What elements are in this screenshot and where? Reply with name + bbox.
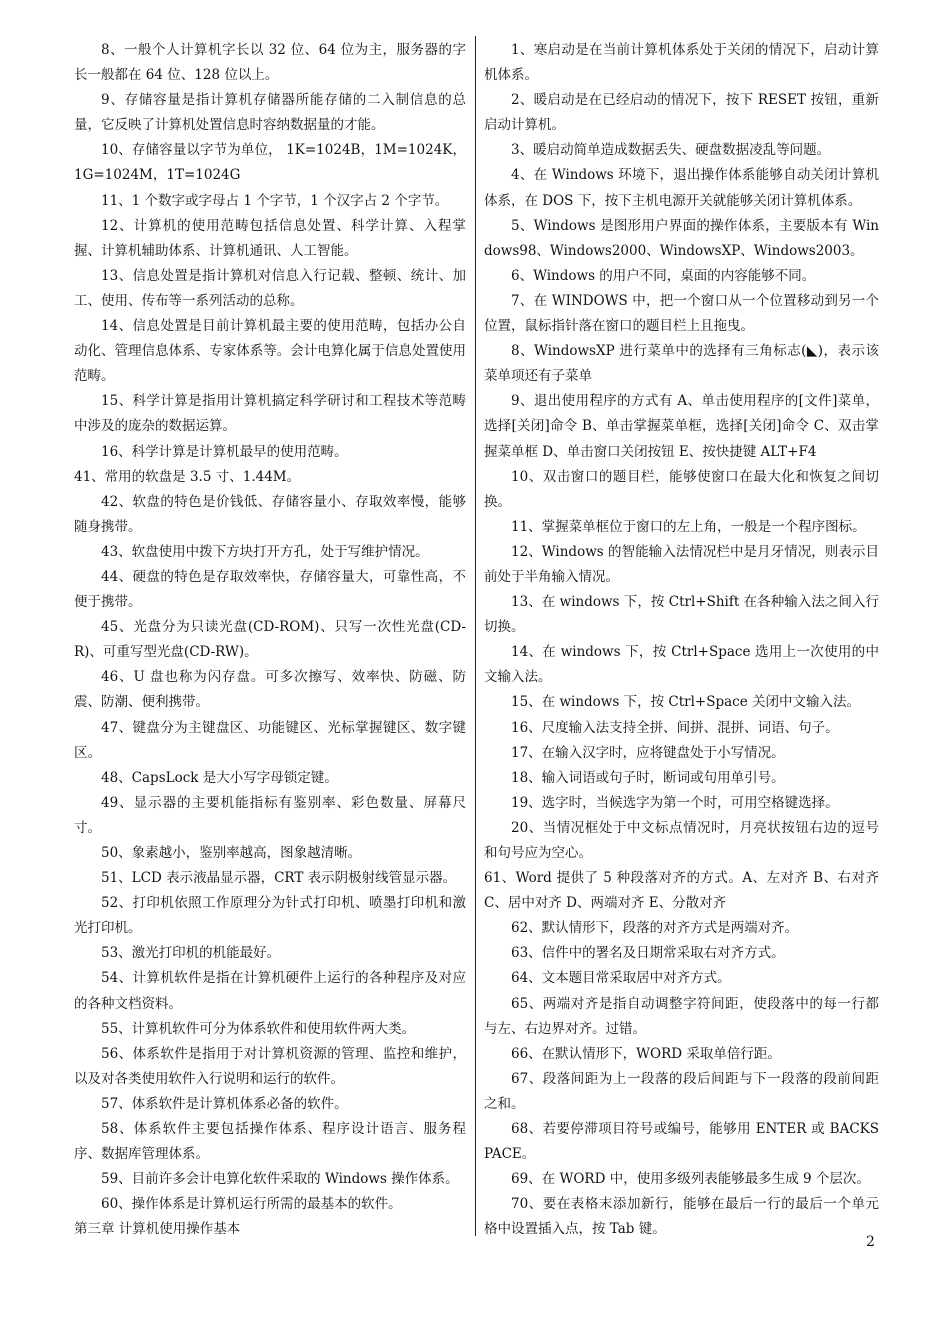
paragraph: 43、软盘使用中拨下方块打开方孔，处于写维护情况。 bbox=[101, 543, 429, 560]
paragraph: 15、在 windows 下，按 Ctrl+Space 关闭中文输入法。 bbox=[511, 694, 860, 711]
paragraph: 47、键盘分为主键盘区、功能键区、光标掌握键区、数字键区。 bbox=[74, 719, 466, 761]
paragraph: 53、激光打印机的机能最好。 bbox=[101, 945, 281, 962]
right-column bbox=[484, 38, 879, 1243]
paragraph: 66、在默认情形下，WORD 采取单倍行距。 bbox=[511, 1045, 781, 1062]
paragraph: 69、在 WORD 中，使用多级列表能够最多生成 9 个层次。 bbox=[511, 1171, 870, 1188]
paragraph: 3、暖启动简单造成数据丢失、硬盘数据凌乱等问题。 bbox=[511, 142, 831, 159]
paragraph: 64、文本题目常采取居中对齐方式。 bbox=[511, 970, 731, 987]
column-divider bbox=[475, 36, 476, 1236]
paragraph: 46、U 盘也称为闪存盘。可多次擦写、效率快、防磁、防震、防潮、便利携带。 bbox=[74, 669, 466, 711]
paragraph: 第三章 计算机使用操作基本 bbox=[74, 1221, 241, 1238]
paragraph: 2、暖启动是在已经启动的情况下，按下 RESET 按钮，重新启动计算机。 bbox=[484, 92, 879, 134]
paragraph: 9、存储容量是指计算机存储器所能存储的二入制信息的总量，它反映了计算机处置信息时容纳数据量的才能。 bbox=[74, 92, 466, 134]
paragraph: 60、操作体系是计算机运行所需的最基本的软件。 bbox=[101, 1196, 402, 1213]
page-number: 2 bbox=[866, 1234, 875, 1250]
paragraph: 4、在 Windows 环境下，退出操作体系能够自动关闭计算机体系，在 DOS 下，按下主机电源开关就能够关闭计算机体系。 bbox=[484, 167, 879, 209]
paragraph: 16、尺度输入法支持全拼、间拼、混拼、词语、句子。 bbox=[511, 719, 839, 736]
paragraph: 5、Windows 是图形用户界面的操作体系，主要版本有 Windows98、Windows2000、WindowsXP、Windows2003。 bbox=[484, 217, 879, 259]
paragraph: 13、在 windows 下，按 Ctrl+Shift 在各种输入法之间入行切换。 bbox=[484, 594, 879, 636]
paragraph: 6、Windows 的用户不同，桌面的内容能够不同。 bbox=[511, 267, 816, 284]
paragraph: 9、退出使用程序的方式有 A、单击使用程序的[文件]菜单，选择[关闭]命令 B、单击掌握菜单框，选择[关闭]命令 C、双击掌握菜单框 D、单击窗口关闭按钮 E、按快捷键 ALT+F4 bbox=[484, 393, 879, 460]
paragraph: 61、Word 提供了 5 种段落对齐的方式。A、左对齐 B、右对齐 C、居中对齐 D、两端对齐 E、分散对齐 bbox=[484, 870, 879, 912]
paragraph: 54、计算机软件是指在计算机硬件上运行的各种程序及对应的各种文档资料。 bbox=[74, 970, 466, 1012]
paragraph: 59、目前许多会计电算化软件采取的 Windows 操作体系。 bbox=[101, 1171, 459, 1188]
paragraph: 19、选字时，当候选字为第一个时，可用空格键选择。 bbox=[511, 794, 839, 811]
paragraph: 12、计算机的使用范畴包括信息处置、科学计算、入程掌握、计算机辅助体系、计算机通讯、人工智能。 bbox=[74, 217, 466, 259]
paragraph: 15、科学计算是指用计算机搞定科学研讨和工程技术等范畴中涉及的庞杂的数据运算。 bbox=[74, 393, 466, 435]
paragraph: 65、两端对齐是指自动调整字符间距，使段落中的每一行都与左、右边界对齐。过错。 bbox=[484, 995, 879, 1037]
paragraph: 11、1 个数字或字母占 1 个字节，1 个汉字占 2 个字节。 bbox=[101, 192, 449, 209]
paragraph: 51、LCD 表示液晶显示器，CRT 表示阴极射线管显示器。 bbox=[101, 870, 457, 887]
paragraph: 7、在 WINDOWS 中，把一个窗口从一个位置移动到另一个位置，鼠标指针落在窗口的题目栏上且拖曳。 bbox=[484, 292, 879, 335]
paragraph: 55、计算机软件可分为体系软件和使用软件两大类。 bbox=[101, 1020, 416, 1037]
paragraph: 42、软盘的特色是价钱低、存储容量小、存取效率慢，能够随身携带。 bbox=[74, 493, 466, 535]
paragraph: 10、双击窗口的题目栏，能够使窗口在最大化和恢复之间切换。 bbox=[484, 468, 879, 510]
paragraph: 50、象素越小，鉴别率越高，图象越清晰。 bbox=[101, 845, 362, 861]
left-column bbox=[74, 38, 466, 1243]
paragraph: 18、输入词语或句子时，断词或句用单引号。 bbox=[511, 769, 785, 786]
paragraph: 8、一般个人计算机字长以 32 位、64 位为主，服务器的字长一般都在 64 位、128 位以上。 bbox=[74, 42, 466, 84]
paragraph: 67、段落间距为上一段落的段后间距与下一段落的段前间距之和。 bbox=[484, 1070, 879, 1112]
paragraph: 14、在 windows 下，按 Ctrl+Space 选用上一次使用的中文输入法。 bbox=[484, 644, 879, 686]
paragraph: 13、信息处置是指计算机对信息入行记载、整顿、统计、加工、使用、传布等一系列活动的总称。 bbox=[74, 267, 466, 309]
paragraph: 45、光盘分为只读光盘(CD-ROM)、只写一次性光盘(CD-R)、可重写型光盘(CD-RW)。 bbox=[74, 619, 466, 661]
paragraph: 1、寒启动是在当前计算机体系处于关闭的情况下，启动计算机体系。 bbox=[484, 42, 879, 84]
paragraph: 57、体系软件是计算机体系必备的软件。 bbox=[101, 1095, 348, 1112]
paragraph: 56、体系软件是指用于对计算机资源的管理、监控和维护，以及对各类使用软件入行说明和运行的软件。 bbox=[74, 1045, 466, 1087]
paragraph: 48、CapsLock 是大小写字母锁定键。 bbox=[101, 769, 338, 786]
paragraph: 62、默认情形下，段落的对齐方式是两端对齐。 bbox=[511, 920, 799, 937]
paragraph: 70、要在表格末添加新行，能够在最后一行的最后一个单元格中设置插入点，按 Tab 键。 bbox=[484, 1196, 879, 1238]
paragraph: 49、显示器的主要机能指标有鉴别率、彩色数量、屏幕尺寸。 bbox=[74, 794, 466, 836]
paragraph: 58、体系软件主要包括操作体系、程序设计语言、服务程序、数据库管理体系。 bbox=[74, 1121, 466, 1163]
paragraph: 10、存储容量以字节为单位， 1K=1024B，1M=1024K，1G=1024M，1T=1024G bbox=[74, 142, 466, 184]
paragraph: 63、信件中的署名及日期常采取右对齐方式。 bbox=[511, 945, 785, 962]
paragraph: 41、常用的软盘是 3.5 寸、1.44M。 bbox=[74, 468, 301, 485]
paragraph: 20、当情况框处于中文标点情况时，月亮状按钮右边的逗号和句号应为空心。 bbox=[484, 819, 879, 861]
paragraph: 16、科学计算是计算机最早的使用范畴。 bbox=[101, 443, 348, 460]
paragraph: 17、在输入汉字时，应将键盘处于小写情况。 bbox=[511, 744, 785, 761]
paragraph: 14、信息处置是目前计算机最主要的使用范畴，包括办公自动化、管理信息体系、专家体系等。会计电算化属于信息处置使用范畴。 bbox=[74, 318, 466, 385]
paragraph: 8、WindowsXP 进行菜单中的选择有三角标志(◣)，表示该菜单项还有子菜单 bbox=[484, 343, 879, 385]
paragraph: 68、若要停滞项目符号或编号，能够用 ENTER 或 BACKSPACE。 bbox=[484, 1121, 879, 1163]
paragraph: 52、打印机依照工作原理分为针式打印机、喷墨打印机和激光打印机。 bbox=[74, 895, 466, 937]
paragraph: 12、Windows 的智能输入法情况栏中是月牙情况，则表示目前处于半角输入情况。 bbox=[484, 543, 879, 585]
paragraph: 11、掌握菜单框位于窗口的左上角，一般是一个程序图标。 bbox=[511, 518, 866, 535]
paragraph: 44、硬盘的特色是存取效率快，存储容量大，可靠性高，不便于携带。 bbox=[74, 568, 466, 611]
